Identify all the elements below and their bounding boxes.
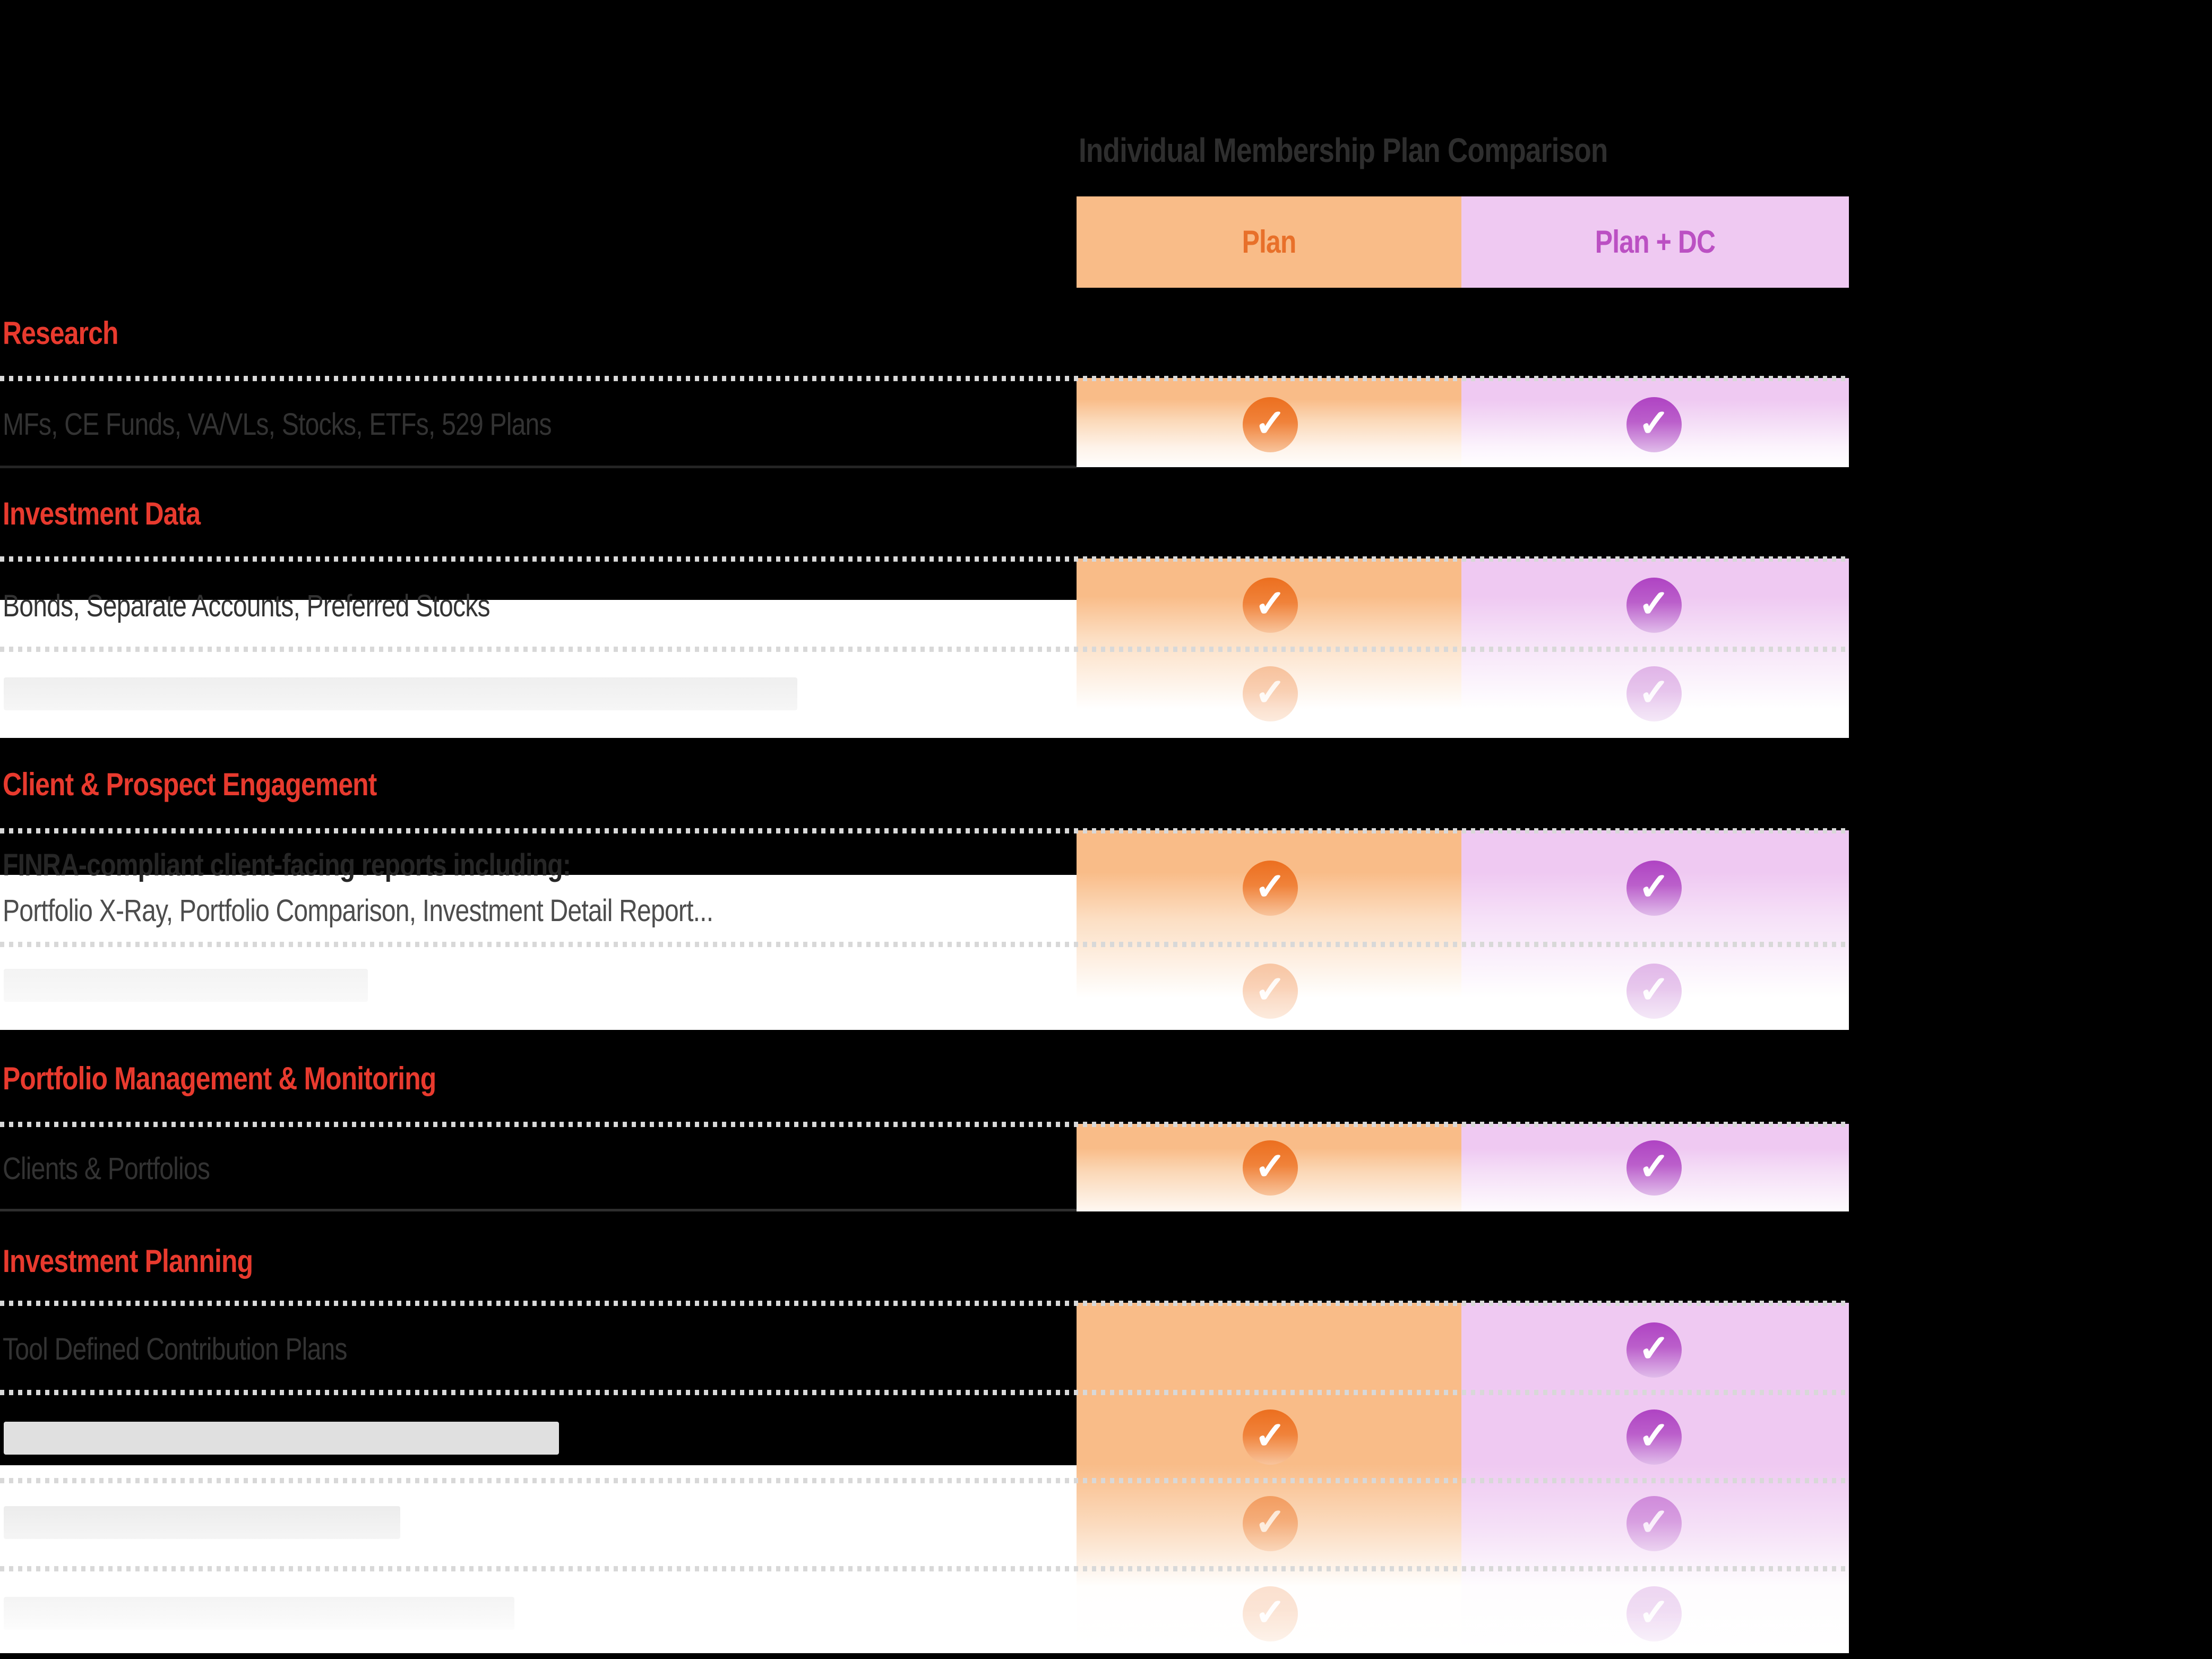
plan-dc-check-investment-data-2 bbox=[1626, 666, 1682, 721]
check-icon: ✓ bbox=[1638, 1327, 1670, 1370]
plan-check-investment-data-1 bbox=[1243, 578, 1298, 633]
check-icon: ✓ bbox=[1254, 1591, 1286, 1634]
section-header-client-engagement: Client & Prospect Engagement bbox=[3, 767, 377, 802]
dotted-divider bbox=[0, 828, 1849, 833]
page-title: Individual Membership Plan Comparison bbox=[1079, 131, 1608, 169]
check-icon: ✓ bbox=[1254, 1414, 1286, 1457]
plan-check-investment-data-2 bbox=[1243, 666, 1298, 721]
row-sublabel-client-engagement-1: Portfolio X-Ray, Portfolio Comparison, Investment Detail Report... bbox=[3, 893, 713, 928]
bottom-border bbox=[0, 1653, 2212, 1659]
placeholder-bar bbox=[4, 677, 797, 710]
plan-dc-check-research bbox=[1626, 397, 1682, 452]
plan-check-investment-planning-2 bbox=[1243, 1409, 1298, 1465]
check-icon: ✓ bbox=[1638, 401, 1670, 445]
check-icon: ✓ bbox=[1254, 1145, 1286, 1188]
row-divider bbox=[0, 1209, 1077, 1211]
section-header-investment-planning: Investment Planning bbox=[3, 1243, 253, 1279]
check-icon: ✓ bbox=[1254, 671, 1286, 714]
check-icon: ✓ bbox=[1254, 582, 1286, 625]
plan-dc-column-header bbox=[1461, 196, 1849, 288]
plan-check-client-engagement-2 bbox=[1243, 964, 1298, 1019]
dotted-divider bbox=[0, 1301, 1849, 1306]
section-header-investment-data: Investment Data bbox=[3, 496, 201, 531]
dotted-divider bbox=[0, 1478, 1849, 1483]
section-header-portfolio-management: Portfolio Management & Monitoring bbox=[3, 1061, 436, 1096]
row-label-client-engagement-1: FINRA-compliant client-facing reports including: bbox=[3, 848, 571, 882]
plan-check-research bbox=[1243, 397, 1298, 452]
plan-check-investment-planning-4 bbox=[1243, 1586, 1298, 1641]
plan-dc-column-label: Plan + DC bbox=[1595, 224, 1716, 260]
plan-dc-check-investment-planning-2 bbox=[1626, 1409, 1682, 1465]
check-icon: ✓ bbox=[1638, 865, 1670, 908]
plan-check-client-engagement-1 bbox=[1243, 861, 1298, 916]
check-icon: ✓ bbox=[1638, 582, 1670, 625]
check-icon: ✓ bbox=[1638, 1500, 1670, 1544]
plan-dc-check-investment-planning-4 bbox=[1626, 1586, 1682, 1641]
section-header-research: Research bbox=[3, 315, 118, 351]
check-icon: ✓ bbox=[1638, 1591, 1670, 1634]
dotted-divider bbox=[0, 1122, 1849, 1127]
dotted-divider bbox=[0, 556, 1849, 562]
check-icon: ✓ bbox=[1638, 968, 1670, 1011]
plan-dc-check-client-engagement-1 bbox=[1626, 861, 1682, 916]
plan-dc-check-client-engagement-2 bbox=[1626, 964, 1682, 1019]
plan-dc-check-portfolio-management bbox=[1626, 1140, 1682, 1196]
plan-column-label: Plan bbox=[1242, 224, 1296, 260]
check-icon: ✓ bbox=[1638, 671, 1670, 714]
plan-dc-check-investment-planning-3 bbox=[1626, 1496, 1682, 1551]
check-icon: ✓ bbox=[1638, 1414, 1670, 1457]
plan-dc-check-investment-data-1 bbox=[1626, 578, 1682, 633]
dotted-divider bbox=[0, 376, 1849, 381]
plan-dc-check-investment-planning-1 bbox=[1626, 1322, 1682, 1378]
dotted-divider bbox=[0, 647, 1849, 652]
check-icon: ✓ bbox=[1254, 865, 1286, 908]
row-label-portfolio-management-1: Clients & Portfolios bbox=[3, 1151, 210, 1186]
row-label-investment-data-1: Bonds, Separate Accounts, Preferred Stocks bbox=[3, 589, 490, 623]
placeholder-bar bbox=[4, 1422, 559, 1455]
plan-check-investment-planning-3 bbox=[1243, 1496, 1298, 1551]
row-divider bbox=[0, 466, 1077, 468]
check-icon: ✓ bbox=[1254, 1500, 1286, 1544]
placeholder-bar bbox=[4, 969, 368, 1002]
check-icon: ✓ bbox=[1638, 1145, 1670, 1188]
check-icon: ✓ bbox=[1254, 968, 1286, 1011]
plan-check-portfolio-management bbox=[1243, 1140, 1298, 1196]
placeholder-bar bbox=[4, 1597, 514, 1630]
dotted-divider bbox=[0, 1390, 1849, 1395]
dotted-divider bbox=[0, 1566, 1849, 1571]
check-icon: ✓ bbox=[1254, 401, 1286, 445]
placeholder-bar bbox=[4, 1506, 400, 1539]
plan-column-header bbox=[1077, 196, 1461, 288]
row-label-research-1: MFs, CE Funds, VA/VLs, Stocks, ETFs, 529 Plans bbox=[3, 407, 552, 442]
dotted-divider bbox=[0, 942, 1849, 947]
row-label-investment-planning-1: Tool Defined Contribution Plans bbox=[3, 1332, 347, 1366]
